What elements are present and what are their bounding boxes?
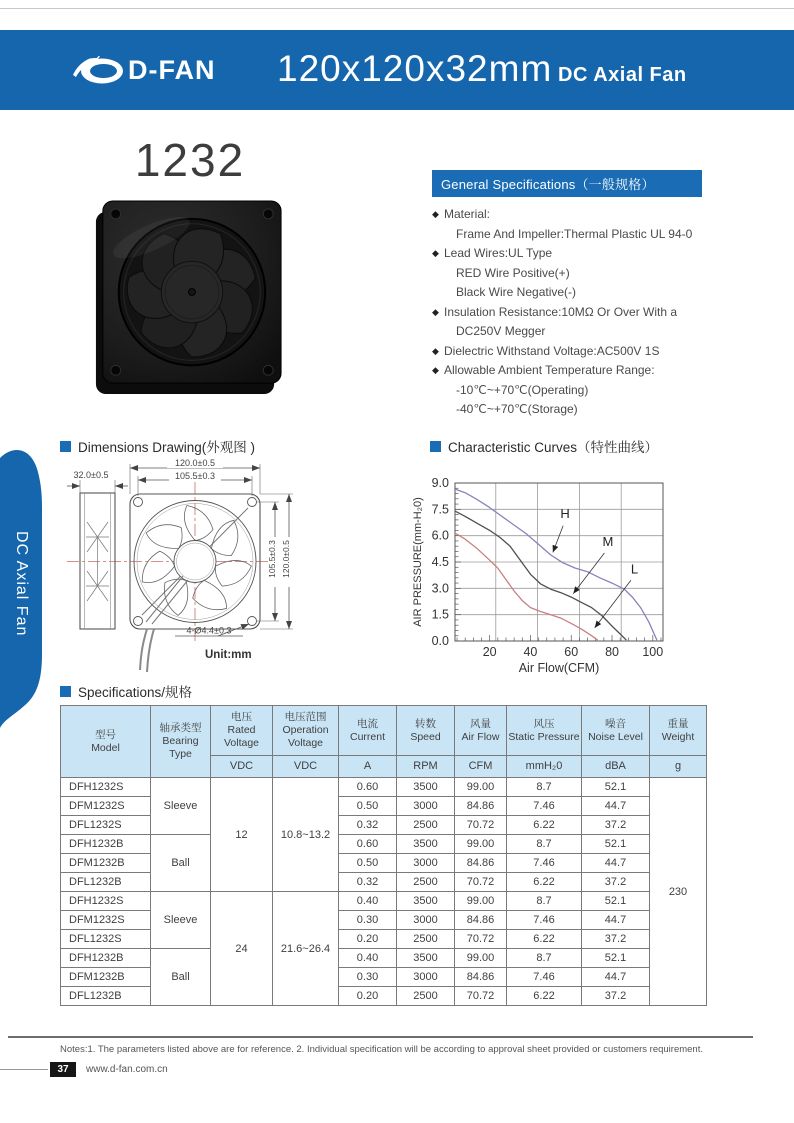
cell-model: DFH1232B <box>61 949 151 968</box>
general-spec-text: Allowable Ambient Temperature Range: <box>444 363 655 377</box>
y-tick-label: 1.5 <box>431 607 449 622</box>
notes-text: Notes:1. The parameters listed above are for reference. 2. Individual specification will be according to approval sheet provided or customers requirement. <box>60 1044 703 1055</box>
cell-current: 0.50 <box>339 854 397 873</box>
cell-current: 0.30 <box>339 911 397 930</box>
cell-noise: 44.7 <box>582 911 650 930</box>
fan-product-photo <box>90 196 288 404</box>
x-tick-label: 60 <box>564 645 579 659</box>
dim-width: 120.0±0.5 <box>175 458 215 468</box>
cell-model: DFL1232S <box>61 816 151 835</box>
cell-airflow: 84.86 <box>455 911 507 930</box>
dim-depth: 32.0±0.5 <box>73 470 109 480</box>
general-spec-item <box>432 361 702 381</box>
col-header-airflow: 风量 Air Flow <box>455 706 507 756</box>
cell-bearing: Sleeve <box>151 892 211 949</box>
cell-airflow: 84.86 <box>455 797 507 816</box>
table-row <box>61 892 707 911</box>
cell-noise: 37.2 <box>582 873 650 892</box>
cell-pressure: 6.22 <box>507 873 582 892</box>
chart-y-axis-label: AIR PRESSURE(mm-H₂0) <box>412 497 424 627</box>
section-title-text: Characteristic Curves（特性曲线） <box>448 440 659 455</box>
cell-speed: 3500 <box>397 892 455 911</box>
cell-airflow: 70.72 <box>455 816 507 835</box>
curve-label-M: M <box>602 534 614 550</box>
specifications-table-wrap <box>60 705 706 1006</box>
general-spec-item <box>432 283 702 303</box>
cell-airflow: 70.72 <box>455 987 507 1006</box>
cell-operation-voltage: 21.6~26.4 <box>273 892 339 1006</box>
general-spec-text: -40℃~+70℃(Storage) <box>456 402 578 416</box>
general-spec-item <box>432 244 702 264</box>
general-spec-text: -10℃~+70℃(Operating) <box>456 382 589 397</box>
col-unit-current: A <box>339 756 397 778</box>
dim-height: 120.0±0.5 <box>281 540 291 578</box>
cell-model: DFH1232S <box>61 892 151 911</box>
y-tick-label: 0.0 <box>431 634 449 648</box>
page-subtitle: DC Axial Fan <box>558 64 687 86</box>
general-spec-item <box>432 225 702 245</box>
col-header-weight: 重量 Weight <box>650 706 707 756</box>
cell-pressure: 7.46 <box>507 968 582 987</box>
cell-pressure: 8.7 <box>507 778 582 797</box>
y-tick-label: 7.5 <box>431 502 449 517</box>
cell-current: 0.32 <box>339 873 397 892</box>
bottom-rule <box>8 1036 753 1038</box>
col-unit-weight: g <box>650 756 707 778</box>
page-number-badge: 37 <box>50 1062 76 1077</box>
dimensions-drawing <box>55 452 405 687</box>
curve-label-H: H <box>560 506 570 522</box>
dim-hole-pitch-side: 105.5±0.3 <box>267 540 277 578</box>
general-spec-item <box>432 303 702 323</box>
section-title-specifications <box>60 681 192 701</box>
curve-L <box>455 533 598 640</box>
general-spec-item <box>432 400 702 420</box>
top-rule <box>0 8 794 9</box>
cell-pressure: 8.7 <box>507 835 582 854</box>
cell-speed: 3500 <box>397 949 455 968</box>
cell-rated-voltage: 12 <box>211 778 273 892</box>
col-header-pressure: 风压 Static Pressure <box>507 706 582 756</box>
cell-noise: 37.2 <box>582 816 650 835</box>
y-tick-label: 6.0 <box>431 528 449 543</box>
x-tick-label: 80 <box>605 645 619 659</box>
col-header-bearing: 轴承类型 Bearing Type <box>151 706 211 778</box>
cell-noise: 44.7 <box>582 968 650 987</box>
cell-noise: 52.1 <box>582 949 650 968</box>
cell-model: DFL1232B <box>61 873 151 892</box>
page-header <box>0 30 794 110</box>
x-tick-label: 20 <box>482 645 497 659</box>
diamond-bullet-icon: ◆ <box>432 209 439 219</box>
chart-x-axis-label: Air Flow(CFM) <box>518 661 600 675</box>
y-tick-label: 3.0 <box>431 581 449 596</box>
cell-bearing: Ball <box>151 949 211 1006</box>
cell-current: 0.32 <box>339 816 397 835</box>
diamond-bullet-icon: ◆ <box>432 345 439 356</box>
brand-logo <box>72 52 216 88</box>
cell-current: 0.30 <box>339 968 397 987</box>
cell-current: 0.40 <box>339 892 397 911</box>
section-title-text: Dimensions Drawing(外观图 ) <box>78 440 256 455</box>
table-row <box>61 778 707 797</box>
y-tick-label: 4.5 <box>431 555 449 569</box>
cell-pressure: 7.46 <box>507 797 582 816</box>
cell-bearing: Ball <box>151 835 211 892</box>
general-spec-text: Material: <box>444 207 491 221</box>
cell-noise: 52.1 <box>582 778 650 797</box>
curve-label-L: L <box>630 561 639 577</box>
side-tab-label: DC Axial Fan <box>13 531 30 637</box>
col-header-speed: 转数 Speed <box>397 706 455 756</box>
cell-rated-voltage: 24 <box>211 892 273 1006</box>
cell-pressure: 6.22 <box>507 987 582 1006</box>
x-tick-label: 100 <box>642 645 664 659</box>
cell-speed: 3000 <box>397 797 455 816</box>
cell-current: 0.20 <box>339 987 397 1006</box>
general-spec-item <box>432 342 702 362</box>
cell-noise: 37.2 <box>582 930 650 949</box>
cell-pressure: 7.46 <box>507 911 582 930</box>
col-unit-pressure: mmH₂0 <box>507 756 582 778</box>
cell-pressure: 6.22 <box>507 816 582 835</box>
cell-current: 0.40 <box>339 949 397 968</box>
cell-model: DFH1232S <box>61 778 151 797</box>
general-spec-text: Dielectric Withstand Voltage:AC500V 1S <box>444 343 660 358</box>
cell-speed: 3500 <box>397 778 455 797</box>
cell-pressure: 7.46 <box>507 854 582 873</box>
cell-noise: 44.7 <box>582 854 650 873</box>
general-specifications-panel <box>432 170 702 420</box>
cell-current: 0.60 <box>339 778 397 797</box>
col-unit-noise: dBA <box>582 756 650 778</box>
cell-airflow: 70.72 <box>455 930 507 949</box>
curve-H <box>455 489 657 640</box>
cell-current: 0.60 <box>339 835 397 854</box>
blue-square-icon <box>60 686 71 697</box>
general-spec-item <box>432 264 702 284</box>
cell-speed: 2500 <box>397 987 455 1006</box>
cell-model: DFM1232B <box>61 968 151 987</box>
fan-swoosh-icon <box>72 52 126 88</box>
general-spec-text: Black Wire Negative(-) <box>456 285 577 299</box>
general-specifications-title: General Specifications（一般规格） <box>432 170 702 197</box>
general-spec-text: DC250V Megger <box>456 324 546 338</box>
table-row <box>61 835 707 854</box>
cell-model: DFH1232B <box>61 835 151 854</box>
general-spec-text: Insulation Resistance:10MΩ Or Over With a <box>444 304 678 319</box>
side-tab <box>0 442 48 732</box>
cell-airflow: 70.72 <box>455 873 507 892</box>
drawing-unit-label: Unit:mm <box>205 649 252 661</box>
cell-airflow: 84.86 <box>455 968 507 987</box>
cell-model: DFM1232S <box>61 911 151 930</box>
section-title-text: Specifications/规格 <box>78 685 193 700</box>
y-tick-label: 9.0 <box>431 476 449 490</box>
cell-airflow: 99.00 <box>455 892 507 911</box>
cell-speed: 2500 <box>397 816 455 835</box>
cell-speed: 3000 <box>397 968 455 987</box>
col-header-noise: 噪音 Noise Level <box>582 706 650 756</box>
general-spec-text: Lead Wires:UL Type <box>444 246 553 260</box>
cell-pressure: 6.22 <box>507 930 582 949</box>
cell-current: 0.20 <box>339 930 397 949</box>
cell-noise: 52.1 <box>582 835 650 854</box>
characteristic-curves-chart <box>410 450 750 685</box>
dim-holes: 4-Ø4.4±0.3 <box>186 625 232 636</box>
cell-weight: 230 <box>650 778 707 1006</box>
general-spec-item <box>432 205 702 225</box>
col-unit-speed: RPM <box>397 756 455 778</box>
cell-model: DFL1232B <box>61 987 151 1006</box>
col-unit-airflow: CFM <box>455 756 507 778</box>
cell-noise: 44.7 <box>582 797 650 816</box>
cell-speed: 3500 <box>397 835 455 854</box>
curve-M <box>455 511 626 640</box>
cell-noise: 37.2 <box>582 987 650 1006</box>
col-header-model: 型号 Model <box>61 706 151 778</box>
cell-noise: 52.1 <box>582 892 650 911</box>
footer-website: www.d-fan.com.cn <box>86 1064 168 1075</box>
diamond-bullet-icon: ◆ <box>432 306 439 317</box>
brand-name: D-FAN <box>128 54 216 85</box>
dim-hole-pitch-top: 105.5±0.3 <box>175 471 215 481</box>
page-title: 120x120x32mm <box>277 48 553 89</box>
cell-airflow: 99.00 <box>455 778 507 797</box>
x-tick-label: 40 <box>523 645 538 659</box>
cell-model: DFL1232S <box>61 930 151 949</box>
cell-bearing: Sleeve <box>151 778 211 835</box>
col-unit-rated: VDC <box>211 756 273 778</box>
cell-airflow: 99.00 <box>455 835 507 854</box>
general-spec-text: Frame And Impeller:Thermal Plastic UL 94-0 <box>456 226 693 241</box>
model-number: 1232 <box>134 134 246 186</box>
cell-airflow: 99.00 <box>455 949 507 968</box>
diamond-bullet-icon: ◆ <box>432 248 439 258</box>
diamond-bullet-icon: ◆ <box>432 365 439 375</box>
general-spec-item <box>432 322 702 342</box>
cell-current: 0.50 <box>339 797 397 816</box>
blue-square-icon <box>60 441 71 452</box>
cell-speed: 3000 <box>397 911 455 930</box>
col-unit-operation: VDC <box>273 756 339 778</box>
col-header-rated: 电压 Rated Voltage <box>211 706 273 756</box>
cell-pressure: 8.7 <box>507 949 582 968</box>
cell-speed: 2500 <box>397 873 455 892</box>
cell-airflow: 84.86 <box>455 854 507 873</box>
cell-operation-voltage: 10.8~13.2 <box>273 778 339 892</box>
col-header-current: 电流 Current <box>339 706 397 756</box>
cell-pressure: 8.7 <box>507 892 582 911</box>
table-row <box>61 949 707 968</box>
cell-model: DFM1232B <box>61 854 151 873</box>
general-specifications-list <box>432 205 702 420</box>
specifications-table <box>60 705 707 1006</box>
cell-speed: 3000 <box>397 854 455 873</box>
general-spec-item <box>432 381 702 401</box>
cell-model: DFM1232S <box>61 797 151 816</box>
footer-line <box>0 1069 48 1070</box>
cell-speed: 2500 <box>397 930 455 949</box>
general-spec-text: RED Wire Positive(+) <box>456 265 570 280</box>
col-header-operation: 电压范围 Operation Voltage <box>273 706 339 756</box>
